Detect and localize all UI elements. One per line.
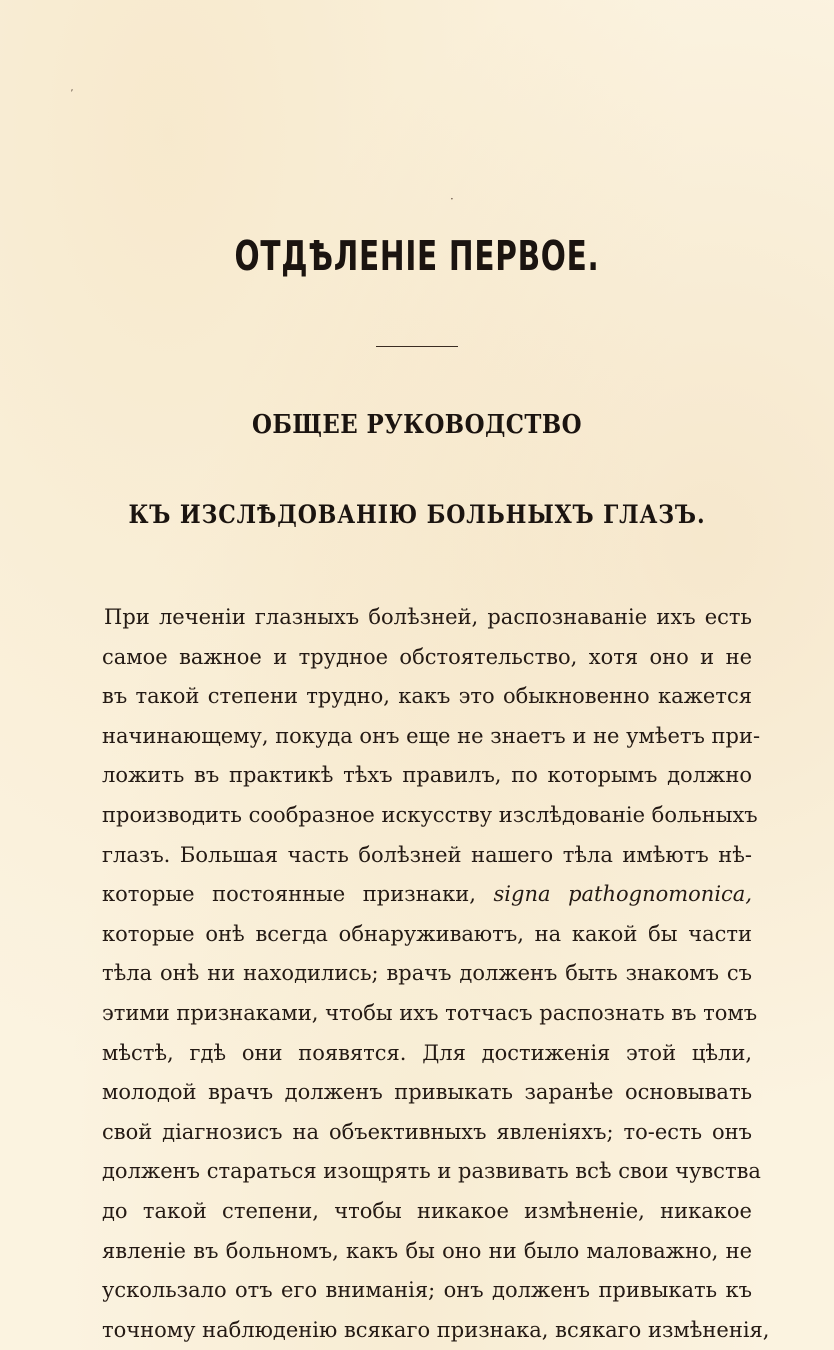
text-line: точному наблюденію всякаго признака, всякаго измѣненія, (102, 1317, 770, 1342)
text-line: самое важное и трудное обстоятельство, хотя оно и не (102, 644, 752, 669)
latin-term: signa pathognomonica, (493, 882, 752, 907)
text-line-with-latin (102, 875, 752, 915)
chapter-heading-line1: ОБЩЕЕ РУКОВОДСТВО (251, 410, 583, 440)
text-line: производить сообразное искусству изслѣдованіе больныхъ (102, 802, 758, 827)
body-paragraph (102, 598, 770, 1350)
text-line: этими признаками, чтобы ихъ тотчасъ распознать въ томъ (102, 1000, 758, 1025)
text-line: ложить въ практикѣ тѣхъ правилъ, по которымъ должно (102, 763, 752, 788)
text-line: глазъ. Большая часть болѣзней нашего тѣла имѣютъ нѣ- (102, 842, 752, 867)
text-line: до такой степени, чтобы никакое измѣненіе, никакое (102, 1198, 752, 1223)
text-line: долженъ стараться изощрять и развивать всѣ свои чувства (102, 1159, 761, 1184)
text-line: мѣстѣ, гдѣ они появятся. Для достиженія этой цѣли, (102, 1040, 752, 1065)
ink-speck: · (450, 192, 454, 206)
text-line: свой діагнозисъ на объективныхъ явленіяхъ; то-есть онъ (102, 1119, 752, 1144)
text-line: которые онѣ всегда обнаруживаютъ, на какой бы части (102, 921, 752, 946)
text-line: молодой врачъ долженъ привыкать заранѣе основывать (102, 1080, 752, 1105)
text-line: явленіе въ больномъ, какъ бы оно ни было маловажно, не (102, 1238, 752, 1263)
title-divider (376, 346, 458, 347)
text-segment: которые постоянные признаки, (102, 882, 476, 907)
section-title: ОТДѢЛЕНІЕ ПЕРВОЕ. (234, 232, 600, 280)
text-line: начинающему, покуда онъ еще не знаетъ и не умѣетъ при- (102, 723, 761, 748)
text-line: въ такой степени трудно, какъ это обыкновенно кажется (102, 684, 752, 709)
text-line: ускользало отъ его вниманія; онъ долженъ привыкать къ (102, 1278, 752, 1303)
text-line: При леченіи глазныхъ болѣзней, распознаваніе ихъ есть (104, 605, 752, 629)
chapter-heading-line2: КЪ ИЗСЛѢДОВАНІЮ БОЛЬНЫХЪ ГЛАЗЪ. (128, 500, 706, 529)
text-line: тѣла онѣ ни находились; врачъ долженъ быть знакомъ съ (102, 961, 752, 986)
